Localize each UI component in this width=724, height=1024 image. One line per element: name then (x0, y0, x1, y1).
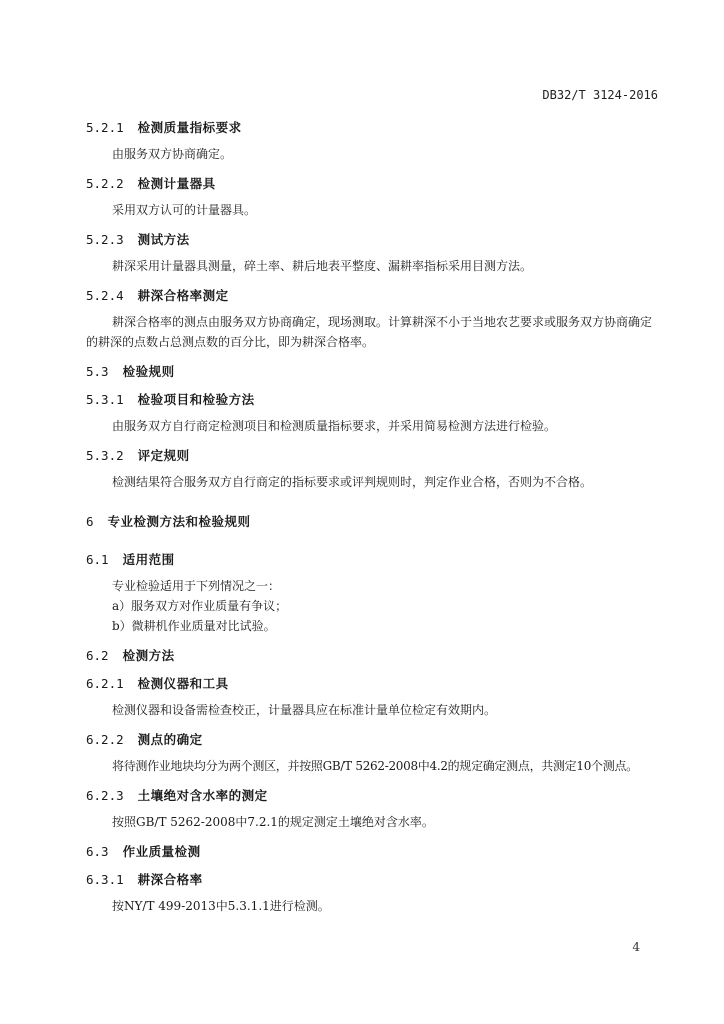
standard-code: DB32/T 3124-2016 (542, 88, 658, 102)
section-title: 专业检测方法和检验规则 (107, 514, 251, 529)
section-title: 检测计量器具 (137, 176, 216, 191)
section-title: 耕深合格率测定 (137, 288, 229, 303)
section-heading (86, 362, 662, 380)
page-number: 4 (632, 940, 640, 954)
section-number: 5.3.1 (86, 392, 124, 407)
section-title: 作业质量检测 (122, 844, 201, 859)
section-number: 5.2.3 (86, 232, 124, 247)
paragraph: 由服务双方自行商定检测项目和检测质量指标要求，并采用简易检测方法进行检验。 (112, 419, 557, 433)
section-number: 6.2.2 (86, 732, 124, 747)
section-heading (86, 230, 662, 248)
paragraph: 检测结果符合服务双方自行商定的指标要求或评判规则时，判定作业合格，否则为不合格。 (112, 475, 593, 489)
section-heading (86, 550, 662, 568)
document-body (86, 118, 662, 916)
section-title: 评定规则 (137, 448, 190, 463)
paragraph: 由服务双方协商确定。 (112, 147, 233, 161)
section-heading (86, 286, 662, 304)
paragraph: 专业检验适用于下列情况之一： (112, 579, 281, 593)
section-number: 5.2.1 (86, 120, 124, 135)
section-number: 6.1 (86, 552, 109, 567)
section-title: 测试方法 (137, 232, 190, 247)
paragraph: 检测仪器和设备需检查校正，计量器具应在标准计量单位检定有效期内。 (112, 703, 497, 717)
list-item: a）服务双方对作业质量有争议； (112, 599, 288, 613)
list-item: b）微耕机作业质量对比试验。 (112, 619, 276, 633)
paragraph: 按NY/T 499-2013中5.3.1.1进行检测。 (112, 899, 330, 913)
section-number: 5.3.2 (86, 448, 124, 463)
paragraph: 将待测作业地块均分为两个测区，并按照GB/T 5262-2008中4.2的规定确定测点，共测定10个测点。 (112, 759, 638, 773)
section-title: 检测仪器和工具 (137, 676, 229, 691)
section-number: 6.2 (86, 648, 109, 663)
section-title: 检验规则 (122, 364, 175, 379)
section-title: 检测方法 (122, 648, 175, 663)
section-number: 5.3 (86, 364, 109, 379)
chapter-heading (86, 512, 662, 530)
section-title: 适用范围 (122, 552, 175, 567)
section-title: 耕深合格率 (137, 872, 203, 887)
section-title: 检测质量指标要求 (137, 120, 242, 135)
paragraph: 按照GB/T 5262-2008中7.2.1的规定测定土壤绝对含水率。 (112, 815, 434, 829)
section-heading (86, 118, 662, 136)
section-title: 检验项目和检验方法 (137, 392, 255, 407)
section-number: 5.2.2 (86, 176, 124, 191)
section-number: 6.3 (86, 844, 109, 859)
section-heading (86, 730, 662, 748)
section-heading (86, 174, 662, 192)
section-heading (86, 842, 662, 860)
paragraph: 采用双方认可的计量器具。 (112, 203, 257, 217)
section-title: 土壤绝对含水率的测定 (137, 788, 268, 803)
section-number: 6 (86, 514, 94, 529)
section-number: 6.3.1 (86, 872, 124, 887)
section-number: 6.2.1 (86, 676, 124, 691)
section-heading (86, 674, 662, 692)
section-heading (86, 870, 662, 888)
section-number: 5.2.4 (86, 288, 124, 303)
section-heading (86, 646, 662, 664)
section-heading (86, 446, 662, 464)
section-title: 测点的确定 (137, 732, 203, 747)
paragraph: 耕深采用计量器具测量，碎土率、耕后地表平整度、漏耕率指标采用目测方法。 (112, 259, 533, 273)
paragraph: 耕深合格率的测点由服务双方协商确定，现场测取。计算耕深不小于当地农艺要求或服务双方协商确定的耕深的点数占总测点数的百分比，即为耕深合格率。 (86, 315, 653, 349)
section-heading (86, 390, 662, 408)
section-heading (86, 786, 662, 804)
section-number: 6.2.3 (86, 788, 124, 803)
